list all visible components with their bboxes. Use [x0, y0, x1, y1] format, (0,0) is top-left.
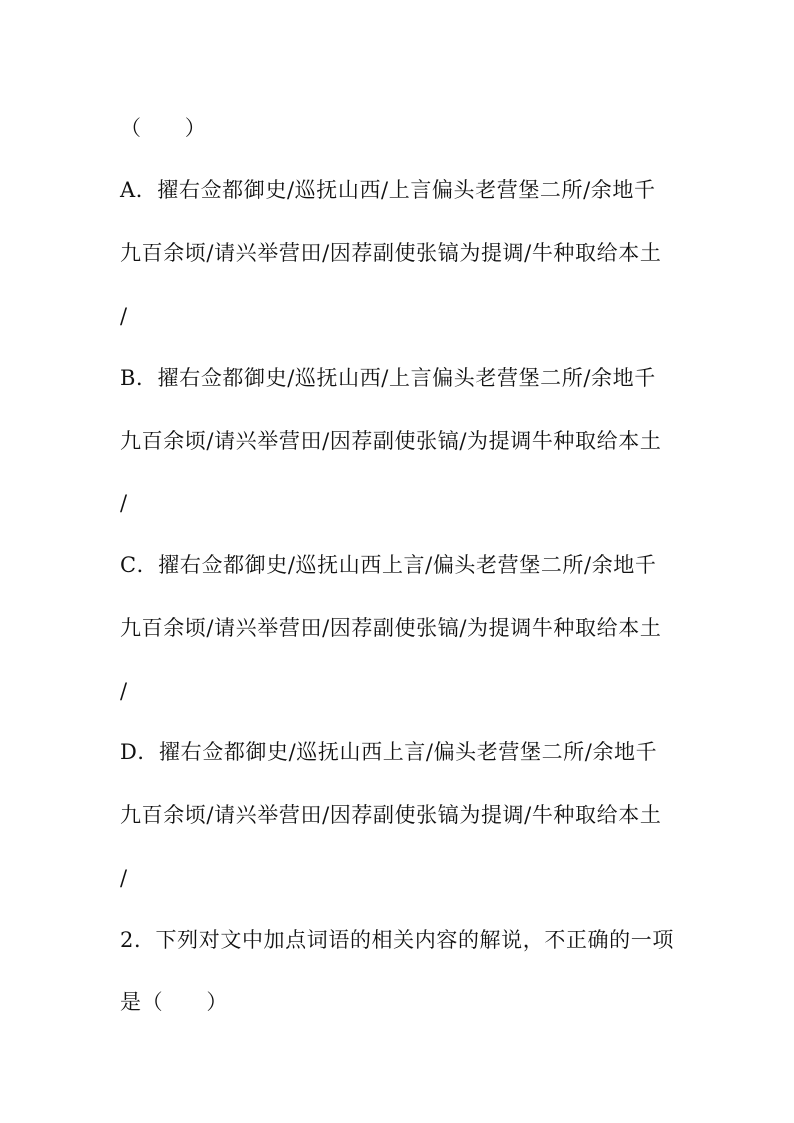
- option-a-line-2: 九百余顷/请兴举营田/因荐副使张镐为提调/牛种取给本土: [120, 241, 662, 265]
- option-d-line-2: 九百余顷/请兴举营田/因荐副使张镐为提调/牛种取给本土: [120, 803, 662, 827]
- question2-stem-line-2: 是（ ）: [120, 990, 228, 1014]
- option-b-line-2: 九百余顷/请兴举营田/因荐副使张镐/为提调牛种取给本土: [120, 429, 662, 453]
- option-b-line-3: /: [120, 491, 128, 515]
- question2-stem-line-1: 2．下列对文中加点词语的相关内容的解说，不正确的一项: [120, 928, 674, 952]
- option-a-line-3: /: [120, 304, 128, 328]
- option-c-line-1: C．擢右佥都御史/巡抚山西上言/偏头老营堡二所/余地千: [120, 553, 657, 577]
- option-c-line-2: 九百余顷/请兴举营田/因荐副使张镐/为提调牛种取给本土: [120, 616, 662, 640]
- option-c-line-3: /: [120, 679, 128, 703]
- question1-answer-paren: （ ）: [120, 116, 207, 140]
- option-a-line-1: A．擢右佥都御史/巡抚山西/上言偏头老营堡二所/余地千: [120, 178, 656, 202]
- option-b-line-1: B．擢右佥都御史/巡抚山西/上言偏头老营堡二所/余地千: [120, 366, 656, 390]
- option-d-line-3: /: [120, 866, 128, 890]
- option-d-line-1: D．擢右佥都御史/巡抚山西上言/偏头老营堡二所/余地千: [120, 740, 658, 764]
